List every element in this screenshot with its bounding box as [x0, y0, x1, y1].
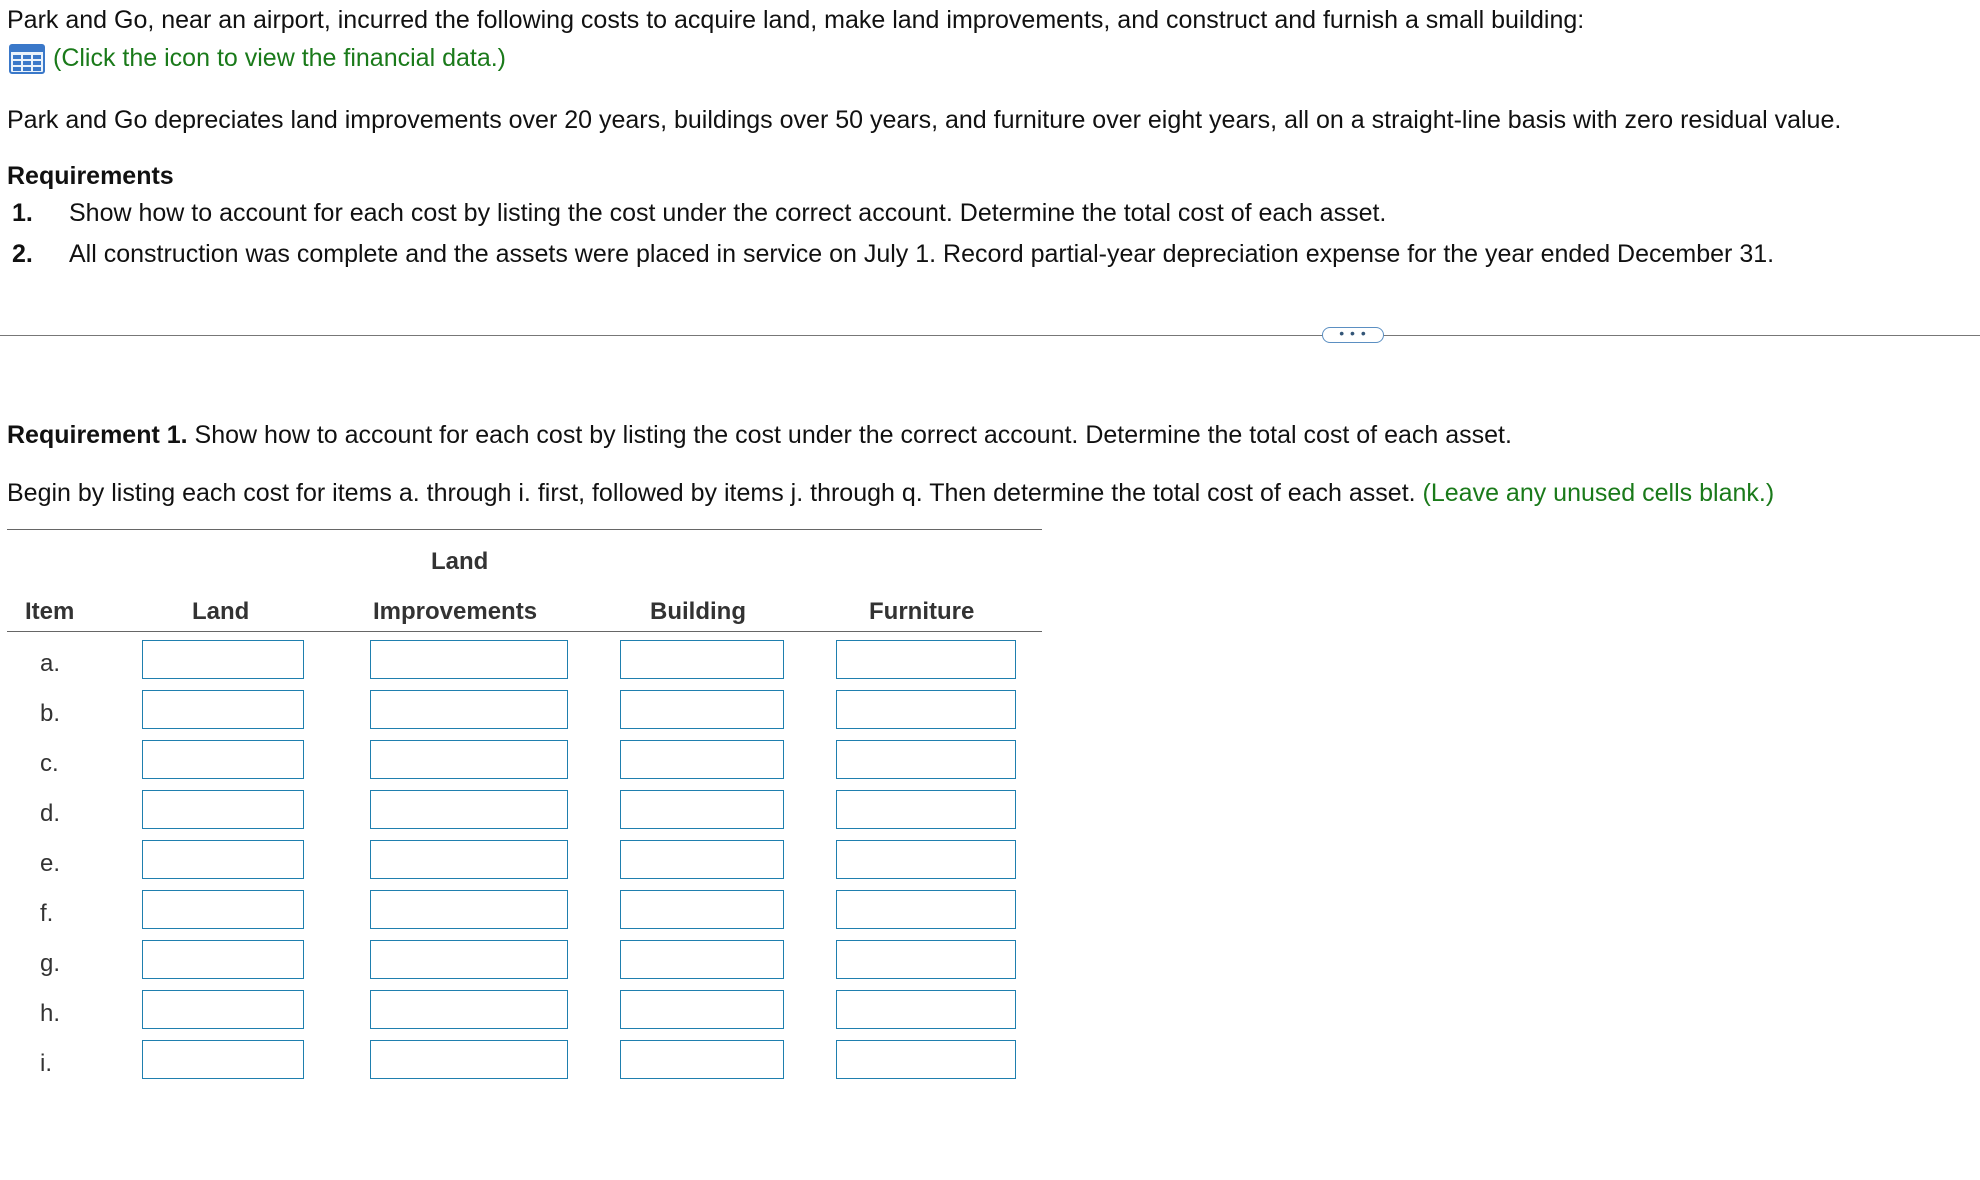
- table-header-rule: [7, 631, 1042, 632]
- requirement1-label-bold: Requirement 1.: [7, 421, 188, 449]
- requirement1-instruction: [7, 480, 1774, 508]
- requirement1-label: [7, 422, 1512, 450]
- building-input[interactable]: [620, 1040, 784, 1079]
- land-improvements-input[interactable]: [370, 890, 568, 929]
- intro-text: Park and Go, near an airport, incurred the following costs to acquire land, make land improvements, and construct and furnish a small building:: [7, 6, 1585, 34]
- table-top-rule: [7, 529, 1042, 530]
- requirement-number: 1.: [12, 199, 33, 227]
- requirement-item: [12, 241, 1774, 269]
- building-input[interactable]: [620, 940, 784, 979]
- land-input[interactable]: [142, 840, 304, 879]
- header-building: Building: [650, 598, 746, 625]
- item-label: a.: [40, 650, 61, 677]
- header-land-improvements-bottom: Improvements: [373, 598, 538, 625]
- furniture-input[interactable]: [836, 790, 1016, 829]
- requirements-heading: Requirements: [7, 162, 174, 190]
- item-label: b.: [40, 700, 61, 727]
- requirement-number: 2.: [12, 239, 33, 268]
- building-input[interactable]: [620, 840, 784, 879]
- depreciation-text: Park and Go depreciates land improvements over 20 years, buildings over 50 years, and furniture over eight years, all on a straight-line basis with zero residual value.: [7, 106, 1842, 134]
- building-input[interactable]: [620, 890, 784, 929]
- land-input[interactable]: [142, 1040, 304, 1079]
- furniture-input[interactable]: [836, 690, 1016, 729]
- header-land: Land: [192, 598, 250, 625]
- spreadsheet-grid-icon[interactable]: [9, 44, 45, 74]
- instruction-note: (Leave any unused cells blank.): [1422, 479, 1775, 507]
- land-input[interactable]: [142, 990, 304, 1029]
- land-improvements-input[interactable]: [370, 690, 568, 729]
- requirement1-label-text: Show how to account for each cost by listing the cost under the correct account. Determine the total cost of each asset.: [187, 421, 1512, 449]
- furniture-input[interactable]: [836, 640, 1016, 679]
- financial-data-link-label[interactable]: (Click the icon to view the financial data.): [53, 44, 506, 73]
- header-land-improvements-top: Land: [431, 548, 489, 575]
- item-label: d.: [40, 800, 61, 827]
- land-input[interactable]: [142, 790, 304, 829]
- land-improvements-input[interactable]: [370, 940, 568, 979]
- land-improvements-input[interactable]: [370, 840, 568, 879]
- requirement-item: [12, 200, 1774, 228]
- section-divider: [0, 335, 1980, 336]
- land-improvements-input[interactable]: [370, 990, 568, 1029]
- more-button[interactable]: • • •: [1322, 327, 1384, 343]
- furniture-input[interactable]: [836, 990, 1016, 1029]
- item-label: g.: [40, 950, 61, 977]
- item-label: i.: [40, 1050, 52, 1077]
- building-input[interactable]: [620, 740, 784, 779]
- building-input[interactable]: [620, 690, 784, 729]
- furniture-input[interactable]: [836, 840, 1016, 879]
- land-input[interactable]: [142, 690, 304, 729]
- requirements-list: [12, 200, 1774, 281]
- land-improvements-input[interactable]: [370, 1040, 568, 1079]
- financial-data-link[interactable]: [9, 44, 506, 74]
- building-input[interactable]: [620, 790, 784, 829]
- furniture-input[interactable]: [836, 1040, 1016, 1079]
- requirement-text: Show how to account for each cost by listing the cost under the correct account. Determine the total cost of each asset.: [69, 199, 1387, 227]
- building-input[interactable]: [620, 640, 784, 679]
- furniture-input[interactable]: [836, 740, 1016, 779]
- land-improvements-input[interactable]: [370, 640, 568, 679]
- instruction-text: Begin by listing each cost for items a. through i. first, followed by items j. through q. Then determine the total cost of each asset.: [7, 479, 1423, 507]
- land-improvements-input[interactable]: [370, 740, 568, 779]
- item-label: h.: [40, 1000, 61, 1027]
- land-input[interactable]: [142, 890, 304, 929]
- land-improvements-input[interactable]: [370, 790, 568, 829]
- building-input[interactable]: [620, 990, 784, 1029]
- land-input[interactable]: [142, 940, 304, 979]
- item-label: c.: [40, 750, 59, 777]
- land-input[interactable]: [142, 740, 304, 779]
- item-label: f.: [40, 900, 54, 927]
- header-furniture: Furniture: [869, 598, 975, 625]
- requirement-text: All construction was complete and the assets were placed in service on July 1. Record partial-year depreciation expense for the year ended December 31.: [69, 239, 1775, 268]
- item-label: e.: [40, 850, 61, 877]
- header-item: Item: [25, 598, 75, 625]
- furniture-input[interactable]: [836, 890, 1016, 929]
- furniture-input[interactable]: [836, 940, 1016, 979]
- land-input[interactable]: [142, 640, 304, 679]
